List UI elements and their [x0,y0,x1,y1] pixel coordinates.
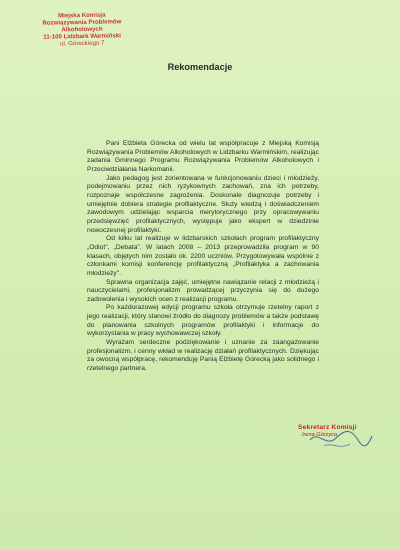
stamp-line: Rozwiązywania Problemów [42,18,122,27]
paragraph: Od kilku lat realizuje w lidzbarskich szkołach program profilaktyczny „Odlot", „Debata". W latach 2008 – 2013 przeprowadziła program w 90 klasach, objętych nim zostało ok. 2200 uczniów. Przygotowywała wspólnie z członkami komisji konferencję profilaktyczną „Profilaktyka a zachowania młodzieży". [87,235,319,277]
paragraph: Sprawna organizacja zajęć, umiejętne nawiązanie relacji z młodzieżą i nauczycielami, profesjonalizm prowadzącej przyczynia się do dużego zadowolenia i wysokich ocen z realizacji programu. [87,278,319,303]
stamp-line: ul. Góreckiego 7 [59,39,105,48]
signature-role: Sekretarz Komisji [298,424,357,431]
signature-name: Irena Górzyca [302,432,338,438]
stamp-line: 11-100 Lidzbark Warmiński [43,32,122,41]
paragraph: Pani Elżbieta Górecka od wielu lat współpracuje z Miejską Komisją Rozwiązywania Problemów Alkoholowych w Lidzbarku Warmińskim, realizując zadania Gminnego Programu Rozwiązywania Problemów Alkoholowych i Przeciwdziałania Narkomanii. [87,140,319,173]
letter-body [87,140,319,374]
paragraph: Po każdorazowej edycji programu szkoła otrzymuje rzetelny raport z jego realizacji, który stanowi źródło do diagnozy problemów a także podstawę do planowania szkolnych programów profilaktyki i informacje do wykorzystania w pracy wychowawczej szkoły. [87,304,319,338]
document-title: Rekomendacje [167,62,233,72]
signature-block [298,424,378,438]
paragraph: Wyrażam serdeczne podziękowanie i uznanie za zaangażowanie profesjonalizm, i cenny wkład w realizację działań profilaktycznych. Dziękując za owocną współpracę, rekomenduję Panią Elżbietę Górecką jako solidnego i rzetelnego partnera. [87,339,319,373]
stamp-line: Miejska Komisja [57,11,106,20]
stamp-line: Alkoholowych [61,25,103,34]
institution-stamp [22,11,143,48]
paragraph: Jako pedagog jest zorientowana w funkcjonowaniu dzieci i młodzieży, podejmowaniu przez nich ryzykownych zachowań, zna ich potrzeby, rozpoznaje współczesne zagrożenia. Doskonale diagnozuje potrzeby i umiejętnie dobiera strategie profilaktyczne. Służy wiedzą i doświadczeniem zawodowym udzielając wsparcia merytorycznego przy opracowywaniu przedsięwzięć profilaktycznych, występuje jako ekspert w dziedzinie nowoczesnej profilaktyki. [87,174,319,234]
